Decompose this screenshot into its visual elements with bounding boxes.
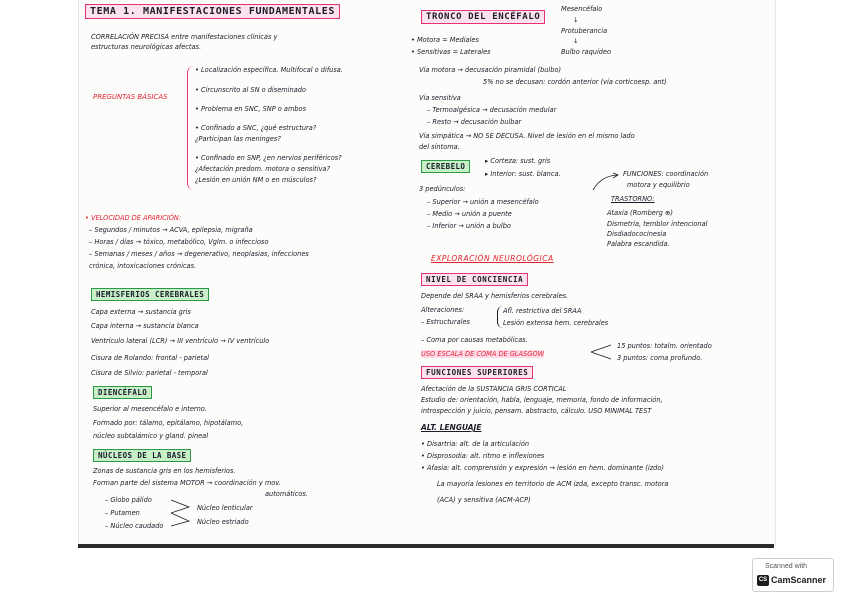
velocidad-title: • VELOCIDAD DE APARICIÓN: <box>85 214 182 222</box>
conciencia-1: Depende del SRAA y hemisferios cerebrales. <box>421 292 569 300</box>
pedunculos-title: 3 pedúnculos: <box>419 185 466 193</box>
via-motora-2: 5% no se decusan: cordón anterior (vía corticoesp. ant) <box>483 78 667 86</box>
conciencia-3: – Estructurales <box>421 318 470 326</box>
lenguaje-4: La mayoría lesiones en territorio de ACM izda, excepto transc. motora <box>437 480 669 488</box>
funciones-sup-1: Afectación de la SUSTANCIA GRIS CORTICAL <box>421 385 567 393</box>
nucleos-title: NÚCLEOS DE LA BASE <box>93 449 191 462</box>
trastorno-title: TRASTORNO: <box>611 195 655 203</box>
nucleo-estriado: Núcleo estriado <box>197 518 249 526</box>
nucleo-caudado: – Núcleo caudado <box>105 522 164 530</box>
trastorno-4: Palabra escandida. <box>607 240 670 248</box>
pregunta-5: ¿Participan las meninges? <box>195 135 281 143</box>
exploracion-title: EXPLORACIÓN NEUROLÓGICA <box>431 254 554 263</box>
pregunta-7: ¿Afectación predom. motora o sensitiva? <box>195 165 331 173</box>
diencefalo-1: Superior al mesencéfalo e interno. <box>93 405 207 413</box>
cerebelo-corteza: ▸ Corteza: sust. gris <box>485 157 551 165</box>
watermark-line-2: CamScanner <box>771 575 827 585</box>
glasgow: USO ESCALA DE COMA DE GLASGOW <box>421 350 545 358</box>
velocidad-2: – Horas / días → tóxico, metabólico, Vglm. o infeccioso <box>89 238 269 246</box>
conciencia-6: – Coma por causas metabólicas. <box>421 336 528 344</box>
conciencia-2: Alteraciones: <box>421 306 465 314</box>
via-termoalgesica: – Termoalgésica → decusación medular <box>427 106 557 114</box>
trastorno-3: Disdiadococinesia <box>607 230 667 238</box>
velocidad-3: – Semanas / meses / años → degenerativo, neoplasias, infecciones <box>89 250 309 258</box>
pregunta-8: ¿Lesión en unión NM o en músculos? <box>195 176 317 184</box>
velocidad-1: – Segundos / minutos → ACVA, epilepsia, migraña <box>89 226 253 234</box>
sensitivas-laterales: • Sensitivas = Laterales <box>411 48 491 56</box>
glasgow-3: 3 puntos: coma profundo. <box>617 354 703 362</box>
via-simpatica-1: Vía simpática → NO SE DECUSA. Nivel de lesión en el mismo lado <box>419 132 635 140</box>
funciones-sup-2: Estudio de: orientación, habla, lenguaje, memoria, fondo de información, <box>421 396 663 404</box>
camscanner-watermark <box>752 558 834 592</box>
hemisferios-3: Ventrículo lateral (LCR) → III ventrículo → IV ventrículo <box>91 337 270 345</box>
protuberancia: Protuberancia <box>561 27 608 35</box>
cerebelo-funciones-2: motora y equilibrio <box>627 181 690 189</box>
funciones-superiores-title: FUNCIONES SUPERIORES <box>421 366 533 379</box>
pregunta-3: • Problema en SNC, SNP o ambos <box>195 105 307 113</box>
lenguaje-title: ALT. LENGUAJE <box>421 423 482 432</box>
bulbo: Bulbo raquídeo <box>561 48 612 56</box>
correlacion-line-2: estructuras neurológicas afectas. <box>91 43 202 51</box>
nucleos-arrows <box>169 496 199 530</box>
preguntas-label: PREGUNTAS BÁSICAS <box>93 93 168 101</box>
diencefalo-title: DIENCÉFALO <box>93 386 152 399</box>
cerebelo-title: CEREBELO <box>421 160 470 173</box>
via-simpatica-2: del síntoma. <box>419 143 460 151</box>
page-bottom-edge <box>78 544 774 548</box>
cerebelo-interior: ▸ Interior: sust. blanca. <box>485 170 561 178</box>
hemisferios-2: Capa interna → sustancia blanca <box>91 322 199 330</box>
glasgow-15: 15 puntos: totalm. orientado <box>617 342 712 350</box>
hemisferios-5: Cisura de Silvio: parietal - temporal <box>91 369 208 377</box>
nucleo-lenticular: Núcleo lenticular <box>197 504 253 512</box>
cerebelo-funciones-1: FUNCIONES: coordinación <box>623 170 709 178</box>
velocidad-4: crónica, intoxicaciones crónicas. <box>89 262 197 270</box>
via-sensitiva: Vía sensitiva <box>419 94 461 102</box>
pregunta-1: • Localización específica. Multifocal o difusa. <box>195 66 343 74</box>
funciones-sup-3: introspección y juicio, pensam. abstracto, cálculo. USO MINIMAL TEST <box>421 407 652 415</box>
nucleos-3: automáticos. <box>265 490 308 498</box>
hemisferios-1: Capa externa → sustancia gris <box>91 308 191 316</box>
trastorno-2: Dismetría, temblor intencional <box>607 220 708 228</box>
hemisferios-4: Cisura de Rolando: frontal - parietal <box>91 354 209 362</box>
nucleos-2: Forman parte del sistema MOTOR → coordinación y mov. <box>93 479 281 487</box>
conciencia-5: Lesión extensa hem. cerebrales <box>503 319 609 327</box>
tronco-title: TRONCO DEL ENCÉFALO <box>421 10 545 24</box>
camscanner-logo-icon: CS <box>757 575 769 586</box>
watermark-line-1: Scanned with <box>765 563 808 570</box>
via-motora-1: Vía motora → decusación piramidal (bulbo) <box>419 66 562 74</box>
motora-mediales: • Motora = Mediales <box>411 36 479 44</box>
pregunta-4: • Confinado a SNC, ¿qué estructura? <box>195 124 317 132</box>
mesencefalo: Mesencéfalo <box>561 5 603 13</box>
preguntas-brace <box>187 66 194 190</box>
funciones-arrow-icon <box>591 172 621 192</box>
lenguaje-2: • Disprosodia: alt. ritmo e inflexiones <box>421 452 545 460</box>
pregunta-6: • Confinado en SNP, ¿en nervios periféricos? <box>195 154 342 162</box>
conciencia-4: Afl. restrictiva del SRAA <box>503 307 582 315</box>
putamen: – Putamen <box>105 509 140 517</box>
diencefalo-2: Formado por: tálamo, epitálamo, hipotálamo, <box>93 419 244 427</box>
page-title: TEMA 1. MANIFESTACIONES FUNDAMENTALES <box>85 4 340 19</box>
lenguaje-1: • Disartria: alt. de la articulación <box>421 440 530 448</box>
correlacion-line-1: CORRELACIÓN PRECISA entre manifestaciones clínicas y <box>91 33 278 41</box>
glasgow-arrows <box>589 342 615 362</box>
pedunculo-superior: – Superior → unión a mesencéfalo <box>427 198 539 206</box>
nucleos-1: Zonas de sustancia gris en los hemisferios. <box>93 467 236 475</box>
lenguaje-5: (ACA) y sensitiva (ACM-ACP) <box>437 496 531 504</box>
conciencia-title: NIVEL DE CONCIENCIA <box>421 273 528 286</box>
diencefalo-3: núcleo subtalámico y gland. pineal <box>93 432 209 440</box>
via-resto: – Resto → decusación bulbar <box>427 118 522 126</box>
arrow-down-icon: ↓ <box>573 16 579 24</box>
pedunculo-medio: – Medio → unión a puente <box>427 210 512 218</box>
arrow-down-icon: ↓ <box>573 37 579 45</box>
lenguaje-3: • Afasia: alt. comprensión y expresión → lesión en hem. dominante (izdo) <box>421 464 664 472</box>
globo-palido: – Globo pálido <box>105 496 152 504</box>
notes-page <box>78 0 776 547</box>
pedunculo-inferior: – Inferior → unión a bulbo <box>427 222 511 230</box>
trastorno-1: Ataxia (Romberg ⊕) <box>607 209 673 217</box>
pregunta-2: • Circunscrito al SN o diseminado <box>195 86 306 94</box>
hemisferios-title: HEMISFERIOS CEREBRALES <box>91 288 209 301</box>
